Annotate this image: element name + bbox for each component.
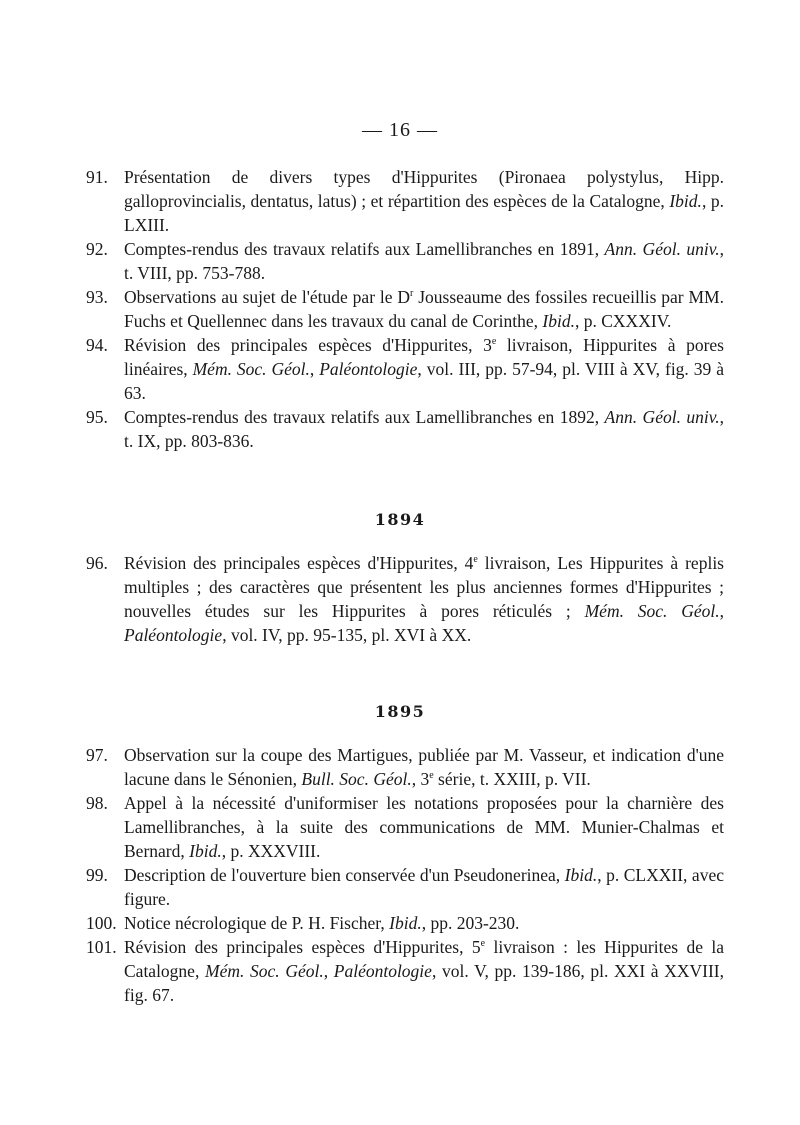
entry-number: 99. [86,865,108,885]
bibliography-entry [84,551,724,647]
bibliography-entry [84,791,724,863]
entry-number: 97. [86,745,108,765]
entry-text: Notice nécrologique de P. H. Fischer, Ibid., pp. 203-230. [124,913,520,933]
bibliography-entry [84,237,724,285]
bibliography-entry [84,165,724,237]
entries-1895 [84,743,724,1007]
entry-text: Présentation de divers types d'Hippurites (Pironaea polystylus, Hipp. galloprovincialis, dentatus, latus) ; et répartition des espèces de la Catalogne, Ibid., p. LXIII. [124,167,724,235]
entry-text: Comptes-rendus des travaux relatifs aux Lamellibranches en 1891, Ann. Géol. univ., t. VIII, pp. 753-788. [124,239,724,283]
entry-number: 94. [86,335,108,355]
bibliography-entry [84,405,724,453]
year-heading-1894: 1894 [374,510,426,529]
entry-number: 101. [86,937,117,957]
entry-text: Appel à la nécessité d'uniformiser les notations proposées pour la charnière des Lamellibranches, à la suite des communications de MM. Munier-Chalmas et Bernard, Ibid., p. XXXVIII. [124,793,724,861]
bibliography-entry [84,333,724,405]
entry-text: Révision des principales espèces d'Hippurites, 5e livraison : les Hippurites de la Catalogne, Mém. Soc. Géol., Paléontologie, vol. V, pp. 139-186, pl. XXI à XXVIII, fig. 67. [124,937,725,1005]
entry-number: 98. [86,793,108,813]
entry-text: Observations au sujet de l'étude par le $D^r$ Jousseaume des fossiles recueillis par MM. Fuchs et Quellennec dans les travaux du canal de Corinthe, Ibid., p. CXXXIV. [124,287,724,331]
entry-text: Révision des principales espèces d'Hippurites, 3e livraison, Hippurites à pores linéaires, Mém. Soc. Géol., Paléontologie, vol. III, pp. 57-94, pl. VIII à XV, fig. 39 à 63. [124,335,724,403]
entry-number: 92. [86,239,108,259]
bibliography-entry [84,743,724,791]
bibliography-entry [84,285,724,333]
entry-text: Description de l'ouverture bien conservée d'un Pseudonerinea, Ibid., p. CLXXII, avec figure. [124,865,724,909]
bibliography-entry [84,935,724,1007]
entry-number: 93. [86,287,108,307]
entries-1894 [84,551,724,647]
entry-text: Comptes-rendus des travaux relatifs aux Lamellibranches en 1892, Ann. Géol. univ., t. IX, pp. 803-836. [124,407,724,451]
page-number: — 16 — [362,119,438,141]
entries-1893 [84,165,724,453]
entry-number: 100. [86,913,117,933]
bibliography-entry [84,863,724,911]
year-heading-1895: 1895 [374,702,426,721]
entry-number: 95. [86,407,108,427]
bibliography-entry [84,911,724,935]
entry-text: Observation sur la coupe des Martigues, publiée par M. Vasseur, et indication d'une lacune dans le Sénonien, Bull. Soc. Géol., 3e série, t. XXIII, p. VII. [124,745,724,789]
entry-number: 91. [86,167,108,187]
entry-number: 96. [86,553,108,573]
entry-text: Révision des principales espèces d'Hippurites, 4e livraison, Les Hippurites à replis multiples ; des caractères que présentent les plus anciennes formes d'Hippurites ; nouvelles études sur les Hippurites à pores réticulés ; Mém. Soc. Géol., Paléontologie, vol. IV, pp. 95-135, pl. XVI à XX. [124,553,724,645]
